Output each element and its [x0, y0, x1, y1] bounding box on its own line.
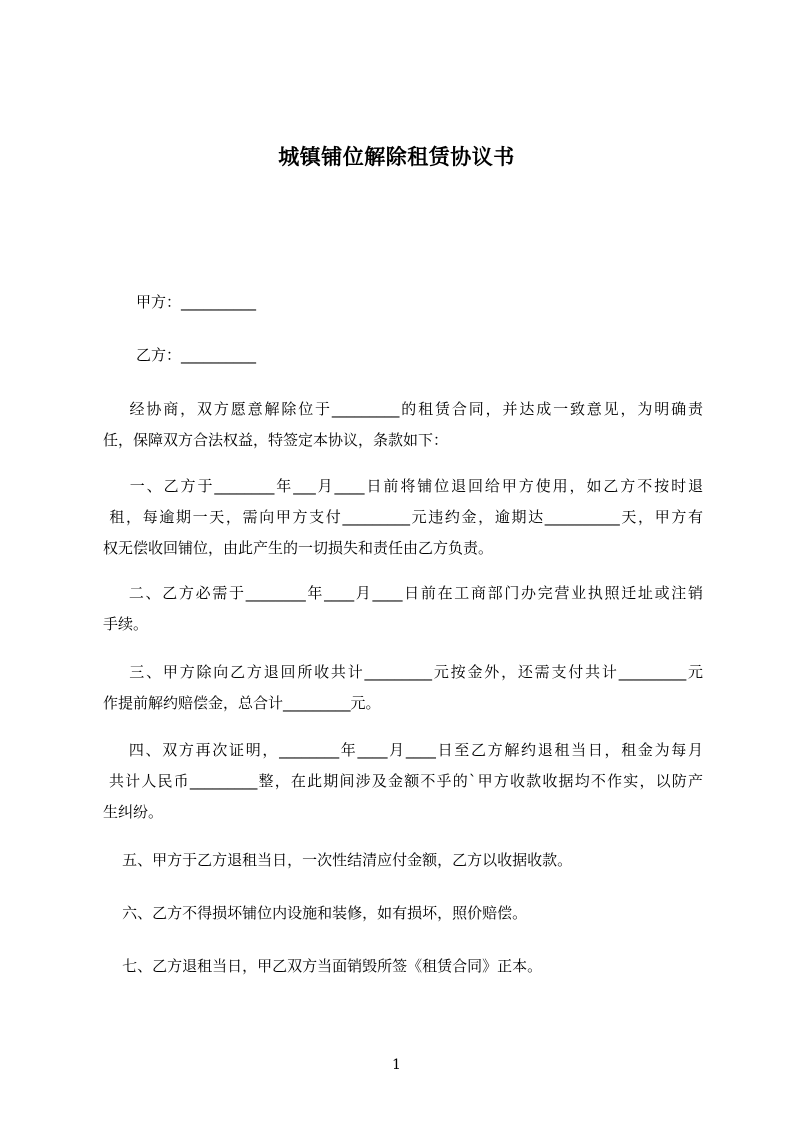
clause-3	[103, 657, 703, 719]
clause-line: 七、乙方退租当日，甲乙双方当面销毁所签《租赁合同》正本。	[103, 957, 543, 975]
clause-6	[103, 898, 703, 929]
clause-line: 生纠纷。	[103, 803, 164, 821]
intro-line: 任，保障双方合法权益，特签定本协议，条款如下：	[103, 431, 449, 449]
clause-5	[103, 845, 703, 876]
clause-line: 租，每逾期一天，需向甲方支付_________元违约金，逾期达__________天，甲方有	[103, 508, 703, 526]
clause-7	[103, 951, 703, 982]
document-title: 城镇铺位解除租赁协议书	[278, 145, 515, 169]
clause-line: 六、乙方不得损坏铺位内设施和装修，如有损坏，照价赔偿。	[103, 904, 528, 922]
clause-line: 二、乙方必需于________年____月____日前在工商部门办完营业执照迁址或注销	[103, 584, 703, 602]
clause-1	[103, 471, 703, 564]
clause-line: 四、双方再次证明，________年____月____日至乙方解约退租当日，租金为每月	[103, 741, 703, 759]
intro-paragraph	[103, 394, 703, 456]
page-number: 1	[392, 1057, 401, 1073]
clause-line: 五、甲方于乙方退租当日，一次性结清应付金额，乙方以收据收款。	[103, 851, 573, 869]
intro-line: 经协商，双方愿意解除位于_________的租赁合同，并达成一致意见，为明确责	[103, 400, 703, 418]
party-b-line: 乙方：__________	[136, 346, 257, 364]
clause-line: 共计人民币_________整，在此期间涉及金额不乎的`甲方收款收据均不作实，以防产	[103, 772, 703, 790]
clause-line: 作提前解约赔偿金，总合计_________元。	[103, 694, 381, 712]
party-a-line: 甲方：__________	[136, 293, 257, 311]
clause-line: 一、乙方于________年___月____日前将铺位退回给甲方使用，如乙方不按时退	[103, 477, 703, 495]
clause-line: 权无偿收回铺位，由此产生的一切损失和责任由乙方负责。	[103, 539, 494, 557]
clause-2	[103, 578, 703, 640]
clause-4	[103, 735, 703, 828]
clause-line: 三、甲方除向乙方退回所收共计_________元按金外，还需支付共计_________元	[103, 663, 703, 681]
clause-line: 手续。	[103, 615, 149, 633]
